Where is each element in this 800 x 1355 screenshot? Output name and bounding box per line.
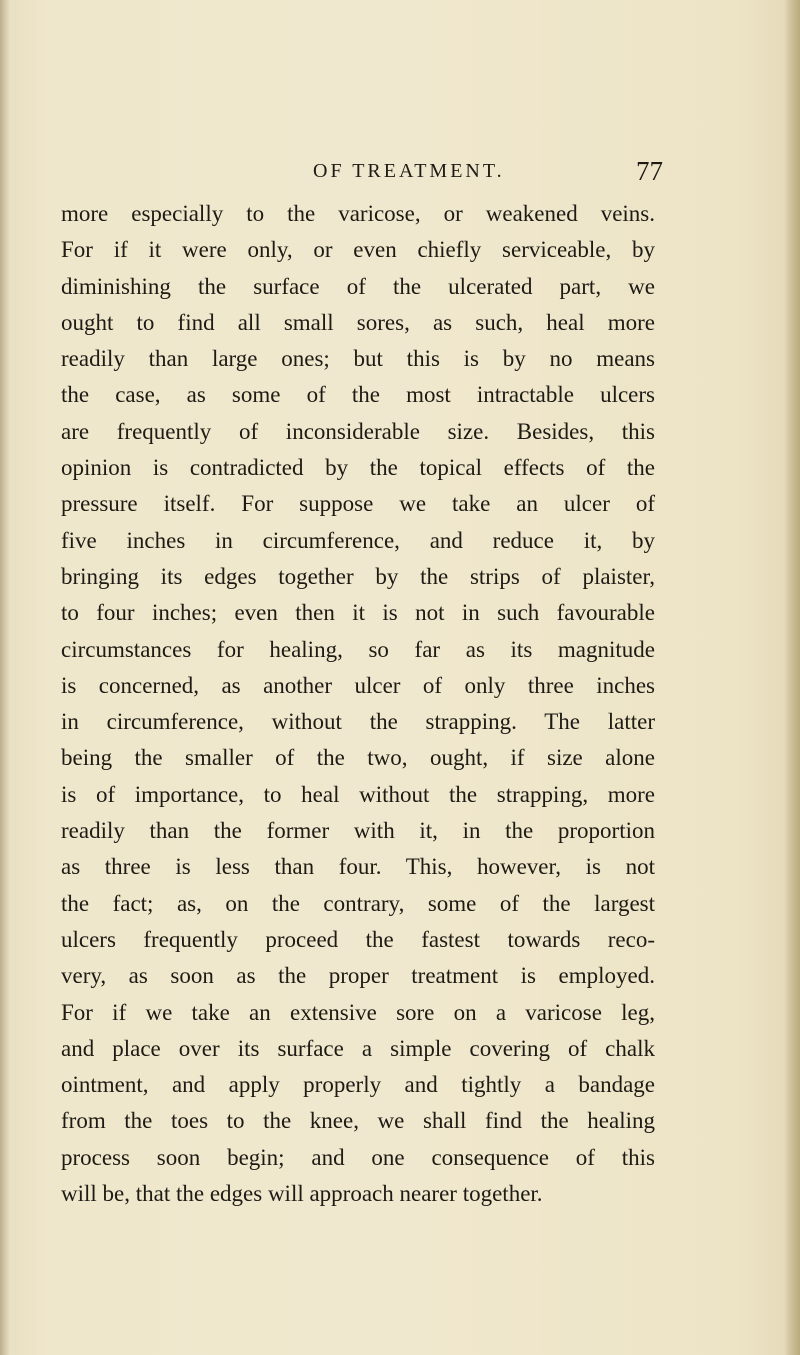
text-line: circumstances for healing, so far as its magnitude [61, 636, 655, 662]
text-line: opinion is contradicted by the topical effects of the [61, 455, 655, 481]
text-line: diminishing the surface of the ulcerated part, we [61, 273, 655, 299]
text-line: from the toes to the knee, we shall find the healing [61, 1108, 655, 1134]
text-line: the case, as some of the most intractable ulcers [61, 382, 655, 408]
text-line: ulcers frequently proceed the fastest towards reco- [61, 926, 655, 952]
text-line: process soon begin; and one consequence of this [61, 1144, 655, 1170]
text-line: pressure itself. For suppose we take an ulcer of [61, 491, 655, 517]
text-line: to four inches; even then it is not in such favourable [61, 600, 655, 626]
text-line: For if we take an extensive sore on a varicose leg, [61, 999, 655, 1025]
text-line: more especially to the varicose, or weakened veins. [61, 201, 655, 226]
text-line: is concerned, as another ulcer of only three inches [61, 672, 655, 698]
body-text [61, 196, 655, 1212]
text-line: very, as soon as the proper treatment is employed. [61, 963, 655, 989]
text-line: will be, that the edges will approach nearer together. [61, 1181, 543, 1207]
text-line: being the smaller of the two, ought, if size alone [61, 745, 655, 771]
text-line: five inches in circumference, and reduce it, by [61, 527, 655, 553]
text-line: ought to find all small sores, as such, heal more [61, 309, 655, 335]
text-line: For if it were only, or even chiefly serviceable, by [61, 237, 655, 263]
text-line: readily than the former with it, in the proportion [61, 818, 655, 844]
text-line: and place over its surface a simple covering of chalk [61, 1035, 655, 1061]
text-line: in circumference, without the strapping. The latter [61, 709, 655, 735]
text-line: as three is less than four. This, however, is not [61, 854, 655, 880]
page-header [313, 156, 663, 190]
text-line: bringing its edges together by the strips of plaister, [61, 563, 655, 589]
page-edge-shadow [784, 0, 800, 1355]
text-line: is of importance, to heal without the strapping, more [61, 781, 655, 807]
text-line: readily than large ones; but this is by no means [61, 346, 655, 372]
running-head: OF TREATMENT. [313, 160, 505, 182]
text-line: are frequently of inconsiderable size. Besides, this [61, 418, 655, 444]
text-line: the fact; as, on the contrary, some of the largest [61, 890, 655, 916]
text-line: ointment, and apply properly and tightly a bandage [61, 1072, 655, 1098]
page-number: 77 [636, 156, 663, 186]
page-gutter-shadow [0, 0, 10, 1355]
